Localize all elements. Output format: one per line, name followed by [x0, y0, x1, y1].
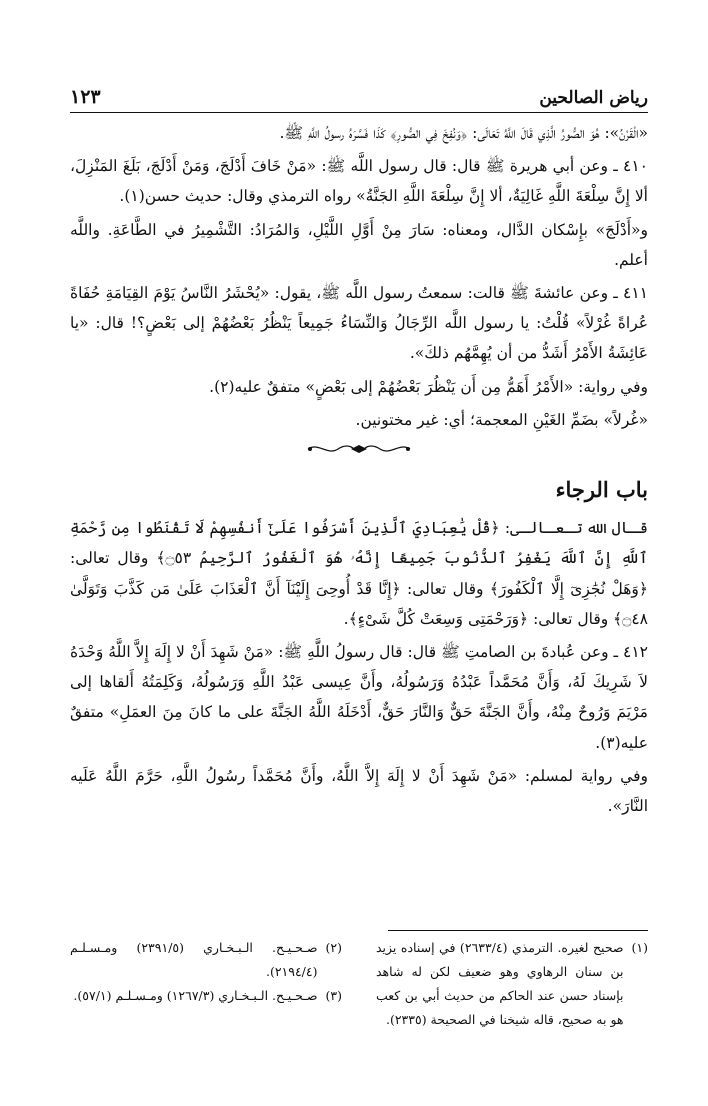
paragraph-adlaj: و«أَدْلَجَ» بإِسْكان الدَّال، ومعناه: سَارَ مِنْ أَوَّلِ اللَّيْلِ، وَالمُرَادُ: التَّشْمِيرُ في الطَّاعَةِ. واللَّه أعلم.: [70, 220, 648, 269]
footnote-text: صحيح لغيره. الترمذي (٢٦٣٣/٤) في إسناده يزيد بن سنان الرهاوي وهو ضعيف لكن له شاهد بإسناد حسن عند الحاكم من حديث أبي بن كعب هو به صحيح، قاله شيخنا في الصحيحة (٢٣٣٥).: [376, 940, 624, 1027]
paragraph-qarn: «الْقَرْنُ»: هُوَ الصُّورُ الَّذِي قَالَ اللَّهُ تَعَالَى: ﴿وَنُفِخَ فِي الصُّورِ﴾ كَذَا فَسَّرَهُ رسولُ اللَّهِ ﷺ.: [279, 124, 648, 142]
footnote-number: (٣): [325, 988, 342, 1003]
footnotes: [70, 930, 648, 1080]
footnote-3: [70, 984, 342, 1008]
hadith-410: ٤١٠ ـ وعن أبي هريرة ﷺ قال: قال رسول اللَّه ﷺ: «مَنْ خَافَ أَدْلَجَ، وَمَنْ أَدْلَجَ، بَلَغَ المَنْزِلَ، ألا إِنَّ سِلْعَةَ اللَّهِ غَالِيَةٌ، ألا إِنَّ سِلْعَةَ اللَّهِ الجَنَّةُ» رواه الترمذي وقال: حديث حسن(١).: [70, 157, 648, 206]
ornament-divider: [304, 441, 414, 457]
paragraph-ghurl: «غُرلاً» بضَمِّ الغَيْنِ المعجمة؛ أي: غير مختونين.: [355, 410, 648, 429]
hadith-412: ٤١٢ ـ وعن عُبادةَ بن الصامتِ ﷺ قال: قال رسولُ اللَّهِ ﷺ: «مَنْ شَهِدَ أَنْ لا إِلَهَ إِلاَّ اللَّهُ وَحْدَهُ لاَ شَرِيكَ لَهُ، وَأَنَّ مُحَمَّداً عَبْدُهُ وَرَسُولُهُ، وأَنَّ عِيسى عَبْدُ اللَّهِ وَرَسُولُهُ، وَكَلِمَتُهُ أَلقاها إلى مَرْيَمَ وَرُوحٌ مِنْهُ، وأَنَّ الجَنَّةَ حَقٌّ وَالنَّارَ حَقٌّ، أَدْخَلَهُ اللَّهُ الجَنَّةَ على ما كانَ مِنَ العمَلِ» متفقٌ عليه(٣).: [70, 643, 648, 752]
footnote-text: صـحـيـح. الـبـخـاري (٢٣٩١/٥) ومـسـلـم (٢١٩٤/٤).: [70, 940, 318, 979]
footnote-number: (١): [631, 940, 648, 955]
footnote-column-right: [376, 936, 648, 1032]
paragraph-muslim: وفي رواية لمسلم: «مَنْ شَهِدَ أَنْ لا إِلَهَ إِلاَّ اللَّهُ، وأَنَّ مُحَمَّداً رسُولُ اللَّهِ، حَرَّمَ اللَّهُ عَلَيه النَّارَ».: [70, 766, 648, 816]
paragraph-riwaya: وفي رواية: «الأَمْرُ أَهَمُّ مِن أَن يَنْظُرَ بَعْضُهُمْ إلى بَعْضٍ» متفقٌ عليه(٢).: [209, 377, 648, 396]
chapter-title: باب الرجاء: [555, 477, 648, 503]
footnote-number: (٢): [325, 940, 342, 955]
footnote-rule: [388, 930, 648, 931]
page-header: [70, 86, 648, 113]
running-title: رياض الصالحين: [533, 88, 648, 108]
footnote-text: صـحـيـح. الـبـخـاري (١٢٦٧/٣) ومـسـلـم (٥٧/١).: [73, 988, 318, 1003]
footnote-column-left: [70, 936, 342, 1008]
paragraph-quran-verses: قـال الله تـعـالـى: ﴿قُلْ يَٰعِبَادِيَ ٱلَّذِينَ أَسْرَفُوا عَلَىٰٓ أَنفُسِهِمْ لَا تَقْنَطُوا مِن رَّحْمَةِ ٱللَّهِ إِنَّ ٱللَّهَ يَغْفِرُ ٱلذُّنُوبَ جَمِيعًا إِنَّهُۥ هُوَ ٱلْغَفُورُ ٱلرَّحِيمُ ۝٥٣﴾ وقال تعالى: ﴿وَهَلْ نُجَٰزِىٓ إِلَّا ٱلْكَفُورَ﴾ وقال تعالى: ﴿إِنَّا قَدْ أُوحِىَ إِلَيْنَآ أَنَّ ٱلْعَذَابَ عَلَىٰ مَن كَذَّبَ وَتَوَلَّىٰ ۝٤٨﴾ وقال تعالى: ﴿وَرَحْمَتِى وَسِعَتْ كُلَّ شَىْءٍ﴾.: [70, 519, 648, 628]
hadith-411: ٤١١ ـ وعن عائشةَ ﷺ قالت: سمعتُ رسول اللَّه ﷺ، يقول: «يُحْشَرُ النَّاسُ يَوْمَ القِيَامَةِ حُفَاةً عُراةً غُرْلاً» قُلْتُ: يا رسول اللَّه الرِّجَالُ وَالنِّسَاءُ جَمِيعاً يَنْظُرُ بَعْضُهُمْ إلى بَعْضٍ؟! قال: «يا عَائِشَةُ الأَمْرُ أَشَدُّ من أن يُهِمَّهُم ذلكَ».: [70, 284, 648, 363]
page-body: [70, 118, 648, 824]
page-number: ١٢٣: [70, 86, 107, 108]
footnote-1: [376, 936, 648, 1032]
footnote-2: [70, 936, 342, 984]
